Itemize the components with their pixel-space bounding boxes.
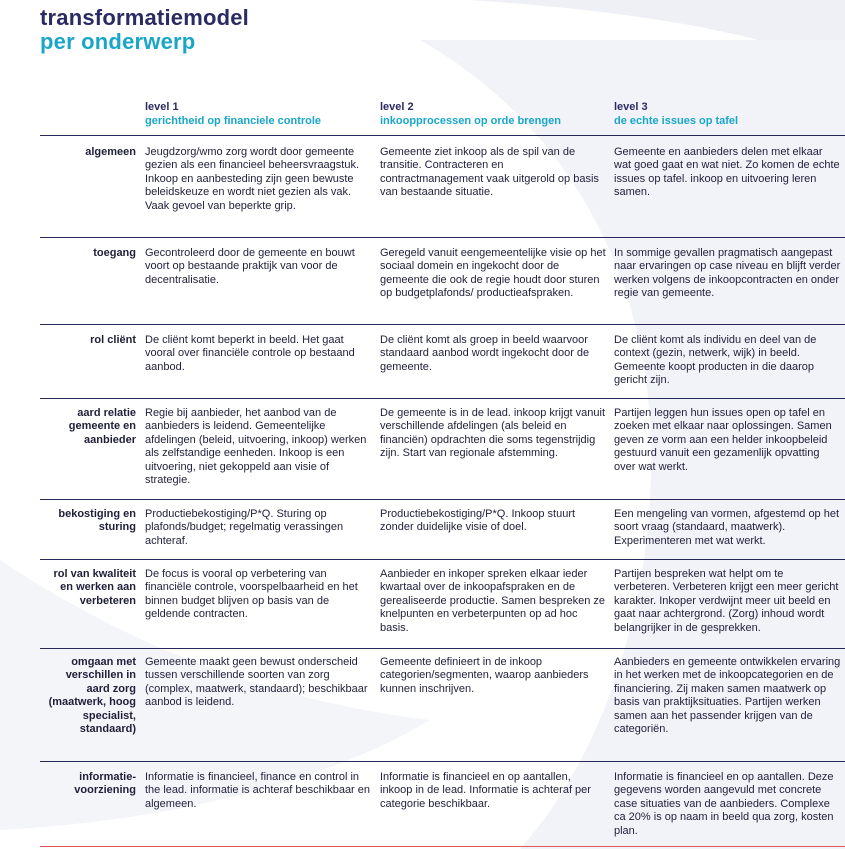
- table-bottom-rule: [40, 846, 845, 847]
- table-cell: De gemeente is in de lead. inkoop krijgt vanuit verschillende afdelingen (als beleid en financiën) opdrachten die soms tegenstrijdig zijn. Start van regionale afstemming.: [380, 407, 606, 460]
- table-cell: Aanbieder en inkoper spreken elkaar ieder kwartaal over de inkoopafspraken en de gerealiseerde productie. Samen bespreken ze knelpunten en verbeterpunten op ad hoc basis.: [380, 568, 606, 634]
- row-divider: [40, 324, 845, 325]
- row-label-verschillen-zorg: omgaan met verschillen in aard zorg (maatwerk, hoog specialist, standaard): [48, 656, 136, 736]
- table-cell: De cliënt komt als groep in beeld waarvoor standaard aanbod wordt ingekocht door de gemeente.: [380, 334, 590, 373]
- table-cell: Aanbieders en gemeente ontwikkelen ervaring in het werken met de inkoopcategorien en de financiering. Zij maken samen maatwerk op basis van praktijksituaties. Partijen werken samen aan het passender krijgen van de categoriën.: [614, 656, 841, 736]
- table-cell: Gemeente maakt geen bewust onderscheid tussen verschillende soorten van zorg (complex, maatwerk, standaard); beschikbaar aanbod is leidend.: [145, 656, 368, 709]
- table-cell: Gemeente ziet inkoop als de spil van de transitie. Contracteren en contractmanagement vaak uitgerold op basis van bestaande situatie.: [380, 146, 599, 199]
- row-divider: [40, 135, 845, 136]
- column-header-level-3: [614, 100, 738, 128]
- row-label-informatievoorziening: informatie-voorziening: [74, 771, 136, 797]
- table-cell: Gecontroleerd door de gemeente en bouwt voort op bestaande praktijk van voor de decentralisatie.: [145, 247, 355, 286]
- column-subtitle: inkoopprocessen op orde brengen: [380, 115, 561, 127]
- table-cell: Geregeld vanuit eengemeentelijke visie op het sociaal domein en ingekocht door de gemeente die ook de regie houdt door sturen op budgetplafonds/ productieafspraken.: [380, 247, 606, 300]
- page-title: [40, 6, 249, 54]
- row-divider: [40, 499, 845, 500]
- row-divider: [40, 559, 845, 560]
- table-cell: Informatie is financieel, finance en control in the lead. informatie is achteraf beschikbaar en algemeen.: [145, 771, 371, 810]
- column-header-level-1: [145, 100, 321, 128]
- table-cell: Jeugdzorg/wmo zorg wordt door gemeente gezien als een financieel beheersvraagstuk. Inkoop en aanbesteding zijn geen bewuste beleidskeuze en wordt niet gezien als vak. Vaak gevoel van beperkte grip.: [145, 146, 360, 212]
- column-level: level 3: [614, 101, 648, 113]
- table-cell: Gemeente en aanbieders delen met elkaar wat goed gaat en wat niet. Zo komen de echte issues op tafel. inkoop en uitvoering leren samen.: [614, 146, 840, 199]
- table-cell: Informatie is financieel en op aantallen, inkoop in de lead. Informatie is achteraf per categorie beschikbaar.: [380, 771, 591, 810]
- table-cell: Gemeente definieert in de inkoop categorien/segmenten, waarop aanbieders kunnen inschrijven.: [380, 656, 589, 695]
- table-cell: Partijen leggen hun issues open op tafel en zoeken met elkaar naar oplossingen. Samen geven ze vorm aan een helder inkoopbeleid gestuurd vanuit een gezamenlijk opvatting over wat werkt.: [614, 407, 832, 473]
- table-cell: Informatie is financieel en op aantallen. Deze gegevens worden aangevuld met concrete case situaties van de aanbieders. Complexe ca 20% is op naam in beeld qua zorg, kosten plan.: [614, 771, 834, 837]
- title-line-1: transformatiemodel: [40, 5, 249, 30]
- row-divider: [40, 237, 845, 238]
- table-cell: Een mengeling van vormen, afgestemd op het soort vraag (standaard, maatwerk). Experimenteren met wat werkt.: [614, 508, 840, 547]
- row-divider: [40, 761, 845, 762]
- row-label-algemeen: algemeen: [85, 146, 136, 158]
- column-subtitle: gerichtheid op financiele controle: [145, 115, 322, 127]
- row-divider: [40, 648, 845, 649]
- column-level: level 2: [380, 101, 414, 113]
- title-line-2: per onderwerp: [40, 29, 196, 54]
- row-divider: [40, 398, 845, 399]
- row-label-aard-relatie: aard relatie gemeente en aanbieder: [68, 407, 136, 446]
- table-cell: De cliënt komt beperkt in beeld. Het gaat vooral over financiële controle op bestaand aanbod.: [145, 334, 355, 373]
- row-label-bekostiging: bekostiging en sturing: [58, 508, 136, 534]
- column-header-level-2: [380, 100, 561, 128]
- row-label-rol-client: rol cliënt: [90, 334, 136, 346]
- table-cell: Regie bij aanbieder, het aanbod van de aanbieders is leidend. Gemeentelijke afdelingen (beleid, uitvoering, inkoop) werken als zelfstandige eenheden. Inkoop is een uitvoering, niet gekoppeld aan visie of strategie.: [145, 407, 367, 487]
- row-label-toegang: toegang: [93, 247, 136, 259]
- column-level: level 1: [145, 101, 179, 113]
- table-cell: Productiebekostiging/P*Q. Inkoop stuurt zonder duidelijke visie of doel.: [380, 508, 576, 534]
- row-label-kwaliteit: rol van kwaliteit en werken aan verbeteren: [53, 568, 136, 607]
- table-cell: Partijen bespreken wat helpt om te verbeteren. Verbeteren krijgt een meer gericht karakter. Inkoper verdwijnt meer uit beeld en gaat naar achtergrond. (Zorg) inhoud wordt belangrijker in de gesprekken.: [614, 568, 839, 634]
- table-cell: In sommige gevallen pragmatisch aangepast naar ervaringen op case niveau en blijft verder werken volgens de inkoopcontracten en onder regie van gemeente.: [614, 247, 841, 300]
- table-cell: De cliënt komt als individu en deel van de context (gezin, netwerk, wijk) in beeld. Gemeente koopt producten in die daarop gericht zijn.: [614, 334, 817, 387]
- column-subtitle: de echte issues op tafel: [614, 115, 739, 127]
- table-cell: De focus is vooral op verbetering van financiële controle, voorspelbaarheid en het binnen budget blijven op basis van de geldende contracten.: [145, 568, 358, 621]
- table-cell: Productiebekostiging/P*Q. Sturing op plafonds/budget; regelmatig verassingen achteraf.: [145, 508, 344, 547]
